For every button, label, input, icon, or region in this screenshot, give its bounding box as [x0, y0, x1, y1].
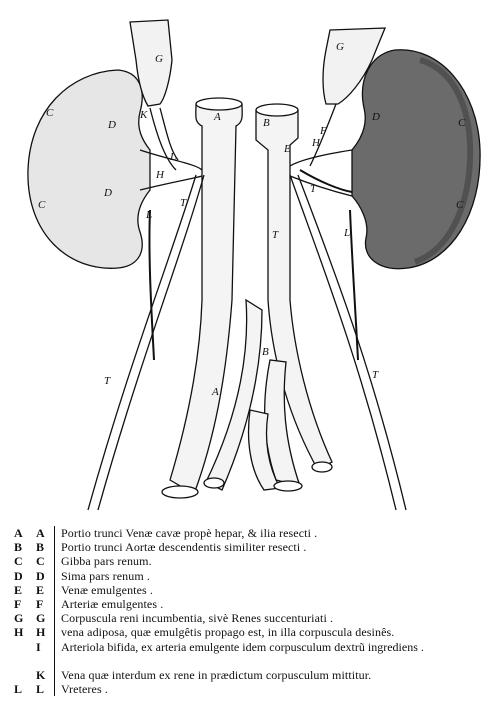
legend-key: E	[36, 582, 45, 597]
legend-key: B	[36, 540, 45, 555]
legend-divider	[54, 569, 61, 583]
legend-text: Gibba pars renum.	[61, 554, 152, 569]
legend-key: L	[36, 682, 45, 697]
letter-H-left: H	[156, 169, 164, 181]
letter-K: K	[140, 109, 148, 121]
legend-text: Arteriola bifida, ex arteria emulgente idem corpusculum dextrũ ingrediens .	[61, 639, 424, 654]
legend-row-f	[14, 597, 494, 611]
letter-E: E	[284, 143, 291, 155]
letter-D-2: D	[104, 187, 112, 199]
legend-key: H	[14, 625, 24, 640]
letter-T-5: T	[272, 229, 279, 241]
letter-G-right: G	[336, 41, 344, 53]
letter-T-3: T	[104, 375, 111, 387]
figure-legend	[14, 526, 494, 696]
legend-key: F	[14, 596, 22, 611]
legend-divider	[54, 668, 61, 682]
letter-G-left: G	[155, 53, 163, 65]
legend-row-a	[14, 526, 494, 540]
legend-key: A	[36, 526, 45, 540]
legend-row-l	[14, 682, 494, 696]
legend-key: L	[14, 682, 23, 697]
legend-key: G	[14, 611, 24, 626]
legend-key: D	[14, 568, 23, 583]
legend-row-i	[14, 640, 494, 668]
letter-C-3: C	[458, 117, 466, 129]
legend-text: Vreteres .	[61, 682, 108, 697]
legend-text: Corpuscula reni incumbentia, sivè Renes succenturiati .	[61, 611, 334, 626]
left-kidney	[28, 70, 153, 268]
legend-divider	[54, 640, 61, 668]
legend-key: H	[36, 625, 46, 640]
legend-key: C	[14, 554, 23, 569]
legend-divider	[54, 597, 61, 611]
legend-divider	[54, 554, 61, 568]
legend-text: Portio trunci Aortæ descendentis similiter resecti .	[61, 540, 307, 555]
legend-row-d	[14, 569, 494, 583]
legend-text: Sima pars renum .	[61, 568, 151, 583]
right-kidney	[352, 50, 480, 269]
legend-key: G	[36, 611, 46, 626]
legend-key: I	[36, 639, 41, 654]
letter-B-lower: B	[262, 346, 269, 358]
letter-F: F	[320, 125, 327, 137]
legend-divider	[54, 540, 61, 554]
letter-C-2: C	[38, 199, 46, 211]
legend-divider	[54, 526, 61, 540]
letter-L-3: L	[344, 227, 351, 239]
letter-T-4: T	[372, 369, 379, 381]
legend-divider	[54, 583, 61, 597]
legend-divider	[54, 625, 61, 639]
letter-B-top: B	[263, 117, 270, 129]
legend-key: C	[36, 554, 45, 569]
legend-key: K	[36, 667, 46, 682]
letter-L-2: L	[146, 209, 153, 221]
legend-text: Arteriæ emulgentes .	[61, 596, 164, 611]
letter-H-right: H	[312, 137, 320, 149]
letter-A-top: A	[214, 111, 221, 123]
legend-row-h	[14, 625, 494, 639]
legend-row-g	[14, 611, 494, 625]
letter-D-3: D	[372, 111, 380, 123]
letter-L-1: L	[170, 151, 177, 163]
legend-key: A	[14, 526, 23, 540]
letter-C-1: C	[46, 107, 54, 119]
letter-T-1: T	[180, 197, 187, 209]
legend-text: Vena quæ interdum ex rene in prædictum corpusculum mittitur.	[61, 667, 372, 682]
legend-row-b	[14, 540, 494, 554]
legend-divider	[54, 611, 61, 625]
legend-row-e	[14, 583, 494, 597]
letter-C-4: C	[456, 199, 464, 211]
letter-D-1: D	[108, 119, 116, 131]
legend-row-c	[14, 554, 494, 568]
legend-text: Venæ emulgentes .	[61, 582, 154, 597]
legend-key: F	[36, 596, 44, 611]
legend-key: B	[14, 540, 23, 555]
letter-T-2: T	[310, 183, 317, 195]
legend-key: D	[36, 568, 45, 583]
legend-text: vena adiposa, quæ emulgêtis propago est, in illa corpuscula desinês.	[61, 625, 395, 640]
legend-text: Portio trunci Venæ cavæ propè hepar, & ilia resecti .	[61, 526, 318, 540]
legend-row-k	[14, 668, 494, 682]
letter-A-lower: A	[212, 386, 219, 398]
legend-divider	[54, 682, 61, 696]
legend-key: E	[14, 582, 23, 597]
